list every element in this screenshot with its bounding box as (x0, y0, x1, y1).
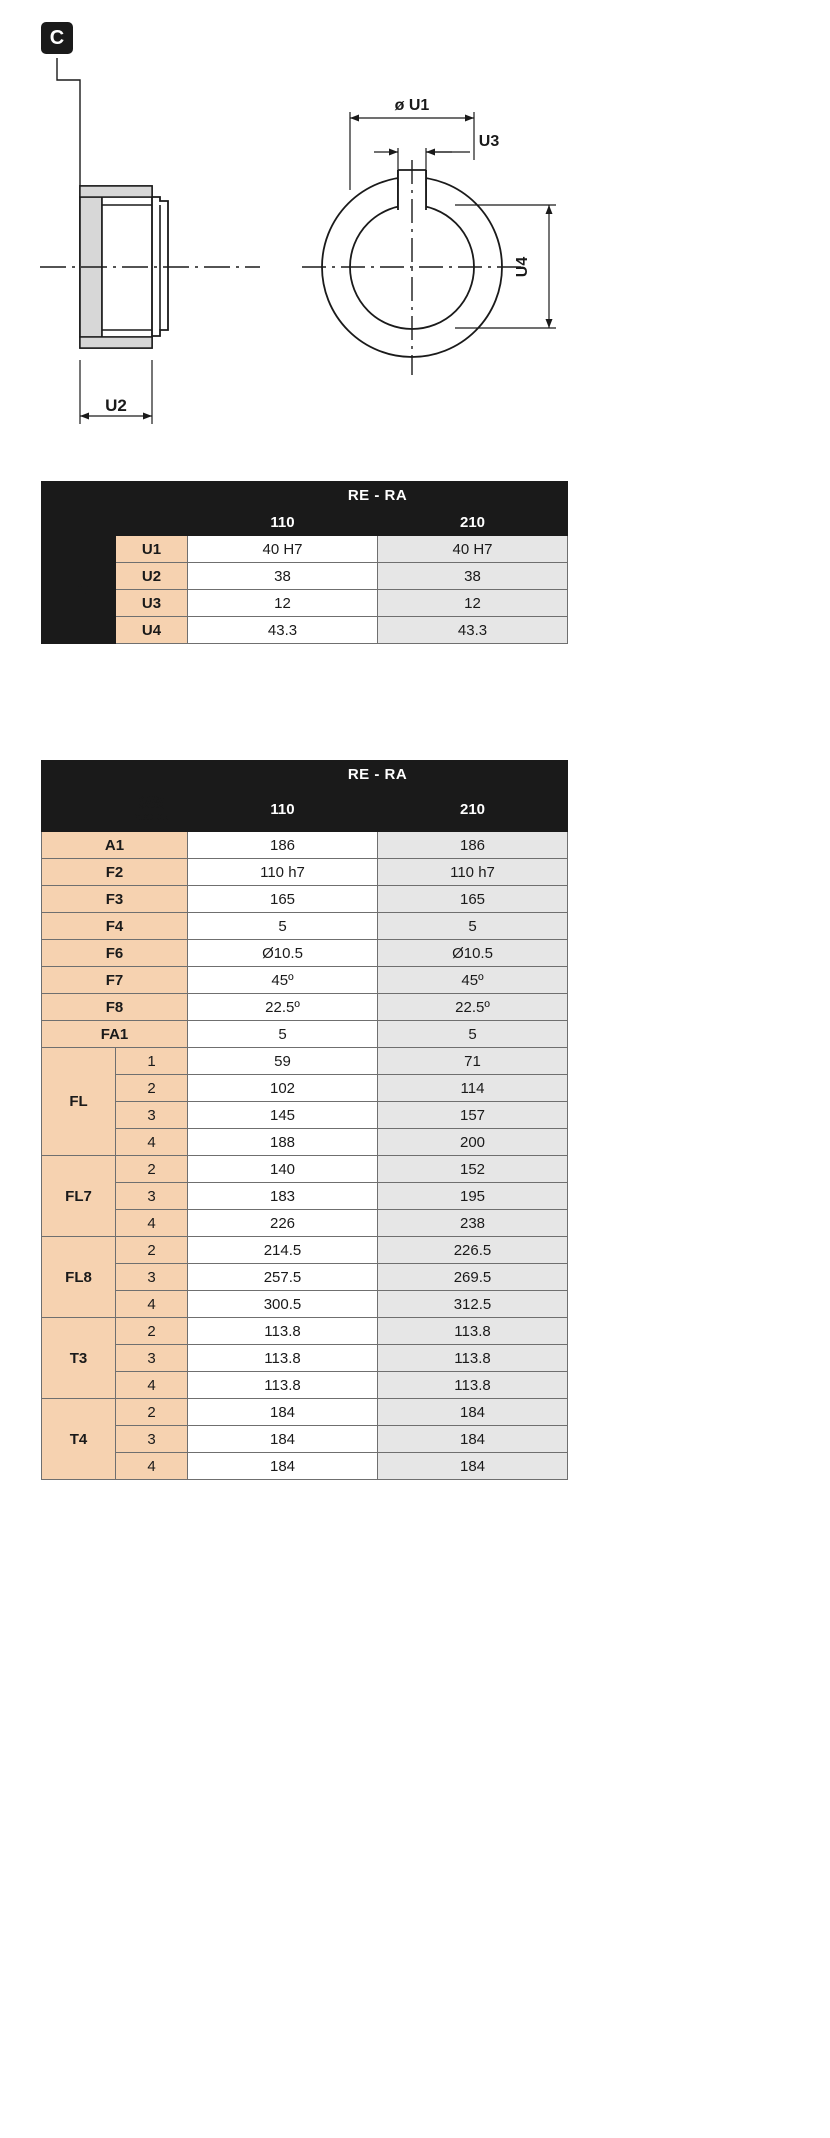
fc-value-210-U1: 40 H7 (378, 536, 568, 563)
main-row-label-F4: F4 (42, 913, 188, 940)
main-value-210-T4-2: 184 (378, 1399, 568, 1426)
main-value-210-FL8-3: 269.5 (378, 1264, 568, 1291)
main-value-210-FL7-3: 195 (378, 1183, 568, 1210)
main-column-header-1: 210 (378, 788, 568, 832)
main-stage-T3-3: 3 (116, 1345, 188, 1372)
fc-row-label-U2: U2 (116, 563, 188, 590)
stages-header: 级数 stages (116, 788, 188, 832)
table-row (42, 1048, 568, 1075)
main-value-210-A1: 186 (378, 832, 568, 859)
main-stage-T3-2: 2 (116, 1318, 188, 1345)
main-row-label-F6: F6 (42, 940, 188, 967)
main-value-210-FL8-4: 312.5 (378, 1291, 568, 1318)
table-row (42, 940, 568, 967)
main-value-110-F3: 165 (188, 886, 378, 913)
table-row (42, 1129, 568, 1156)
main-value-110-F4: 5 (188, 913, 378, 940)
fc-column-header-1: 210 (378, 509, 568, 536)
main-value-210-FL-1: 71 (378, 1048, 568, 1075)
table-row (42, 994, 568, 1021)
main-value-110-T3-3: 113.8 (188, 1345, 378, 1372)
main-group-label-FL: FL (42, 1048, 116, 1156)
table-row (42, 536, 568, 563)
main-stage-FL7-3: 3 (116, 1183, 188, 1210)
main-row-label-F8: F8 (42, 994, 188, 1021)
main-row-label-F2: F2 (42, 859, 188, 886)
main-value-110-FL7-3: 183 (188, 1183, 378, 1210)
main-stage-FL8-2: 2 (116, 1237, 188, 1264)
fc-value-110-U4: 43.3 (188, 617, 378, 644)
fc-value-110-U2: 38 (188, 563, 378, 590)
main-value-110-FL8-2: 214.5 (188, 1237, 378, 1264)
main-group-label-FL8: FL8 (42, 1237, 116, 1318)
main-value-110-FL-2: 102 (188, 1075, 378, 1102)
main-value-210-FL-3: 157 (378, 1102, 568, 1129)
main-value-210-T3-3: 113.8 (378, 1345, 568, 1372)
main-stage-T3-4: 4 (116, 1372, 188, 1399)
main-stage-T4-4: 4 (116, 1453, 188, 1480)
table-row (42, 1318, 568, 1345)
fc-value-210-U3: 12 (378, 590, 568, 617)
table-row (42, 832, 568, 859)
main-colhdr-spacer (42, 788, 116, 832)
main-column-header-0: 110 (188, 788, 378, 832)
dimension-label-u3: U3 (478, 133, 500, 150)
main-value-110-T4-2: 184 (188, 1399, 378, 1426)
main-value-110-FL7-2: 140 (188, 1156, 378, 1183)
main-value-210-F2: 110 h7 (378, 859, 568, 886)
main-value-210-FL-2: 114 (378, 1075, 568, 1102)
dimension-label-u4: U4 (514, 256, 531, 278)
main-value-110-FL-3: 145 (188, 1102, 378, 1129)
table-row (42, 1264, 568, 1291)
table-fc (41, 481, 568, 644)
main-row-label-A1: A1 (42, 832, 188, 859)
main-value-110-T4-4: 184 (188, 1453, 378, 1480)
table-row (42, 1453, 568, 1480)
fc-column-header-0: 110 (188, 509, 378, 536)
section-badge: C (41, 22, 73, 54)
table-row (42, 1237, 568, 1264)
table-row (42, 1291, 568, 1318)
table-row (42, 967, 568, 994)
table-row (42, 1372, 568, 1399)
main-value-210-F8: 22.5º (378, 994, 568, 1021)
main-group-label-T3: T3 (42, 1318, 116, 1399)
fc-row-label-U4: U4 (116, 617, 188, 644)
main-row-label-F3: F3 (42, 886, 188, 913)
fc-group-label: FC (42, 536, 116, 644)
main-value-110-FL-4: 188 (188, 1129, 378, 1156)
table-row (42, 1399, 568, 1426)
fc-header-spacer (42, 482, 188, 509)
main-value-210-F6: Ø10.5 (378, 940, 568, 967)
main-row-label-F7: F7 (42, 967, 188, 994)
main-value-210-F3: 165 (378, 886, 568, 913)
main-value-210-FL-4: 200 (378, 1129, 568, 1156)
table-row (42, 1021, 568, 1048)
fc-value-210-U4: 43.3 (378, 617, 568, 644)
table-row (42, 788, 568, 832)
main-value-110-T4-3: 184 (188, 1426, 378, 1453)
fc-value-110-U3: 12 (188, 590, 378, 617)
main-stage-FL7-2: 2 (116, 1156, 188, 1183)
main-value-210-F4: 5 (378, 913, 568, 940)
main-group-label-T4: T4 (42, 1399, 116, 1480)
main-value-110-F6: Ø10.5 (188, 940, 378, 967)
main-stage-FL-1: 1 (116, 1048, 188, 1075)
main-row-label-FA1: FA1 (42, 1021, 188, 1048)
fc-value-210-U2: 38 (378, 563, 568, 590)
table-row (42, 1156, 568, 1183)
main-value-110-FL8-4: 300.5 (188, 1291, 378, 1318)
fc-row-label-U1: U1 (116, 536, 188, 563)
main-value-110-F2: 110 h7 (188, 859, 378, 886)
table-row (42, 1075, 568, 1102)
main-stage-FL8-4: 4 (116, 1291, 188, 1318)
main-group-label-FL7: FL7 (42, 1156, 116, 1237)
dimension-label-u1: ø U1 (394, 97, 430, 114)
main-stage-FL-3: 3 (116, 1102, 188, 1129)
main-stage-T4-3: 3 (116, 1426, 188, 1453)
main-stage-FL7-4: 4 (116, 1210, 188, 1237)
main-value-110-T3-2: 113.8 (188, 1318, 378, 1345)
main-value-210-FL7-2: 152 (378, 1156, 568, 1183)
table-main-container (41, 760, 568, 1480)
table-row (42, 509, 568, 536)
dimension-label-u2: U2 (105, 396, 127, 415)
main-value-210-F7: 45º (378, 967, 568, 994)
main-title: RE - RA (188, 761, 568, 788)
table-main (41, 760, 568, 1480)
main-value-210-FA1: 5 (378, 1021, 568, 1048)
table-fc-container (41, 481, 568, 644)
main-value-110-A1: 186 (188, 832, 378, 859)
fc-colhdr-spacer (42, 509, 188, 536)
main-value-110-FL7-4: 226 (188, 1210, 378, 1237)
fc-value-110-U1: 40 H7 (188, 536, 378, 563)
main-value-110-F7: 45º (188, 967, 378, 994)
table-row (42, 913, 568, 940)
table-row (42, 1183, 568, 1210)
main-value-110-FL-1: 59 (188, 1048, 378, 1075)
table-row (42, 482, 568, 509)
table-row (42, 886, 568, 913)
table-row (42, 563, 568, 590)
table-row (42, 859, 568, 886)
main-value-210-T4-4: 184 (378, 1453, 568, 1480)
table-row (42, 1345, 568, 1372)
drawing-svg (0, 0, 830, 470)
technical-drawing (0, 0, 830, 470)
fc-row-label-U3: U3 (116, 590, 188, 617)
table-row (42, 1210, 568, 1237)
table-row (42, 590, 568, 617)
main-value-210-FL7-4: 238 (378, 1210, 568, 1237)
main-header-spacer (42, 761, 188, 788)
main-value-110-F8: 22.5º (188, 994, 378, 1021)
table-row (42, 761, 568, 788)
main-stage-FL-4: 4 (116, 1129, 188, 1156)
main-stage-FL-2: 2 (116, 1075, 188, 1102)
main-value-110-FL8-3: 257.5 (188, 1264, 378, 1291)
table-row (42, 617, 568, 644)
fc-title: RE - RA (188, 482, 568, 509)
main-value-210-FL8-2: 226.5 (378, 1237, 568, 1264)
main-value-210-T3-4: 113.8 (378, 1372, 568, 1399)
table-row (42, 1102, 568, 1129)
main-value-110-T3-4: 113.8 (188, 1372, 378, 1399)
table-row (42, 1426, 568, 1453)
main-stage-FL8-3: 3 (116, 1264, 188, 1291)
main-stage-T4-2: 2 (116, 1399, 188, 1426)
main-value-210-T4-3: 184 (378, 1426, 568, 1453)
main-value-110-FA1: 5 (188, 1021, 378, 1048)
main-value-210-T3-2: 113.8 (378, 1318, 568, 1345)
